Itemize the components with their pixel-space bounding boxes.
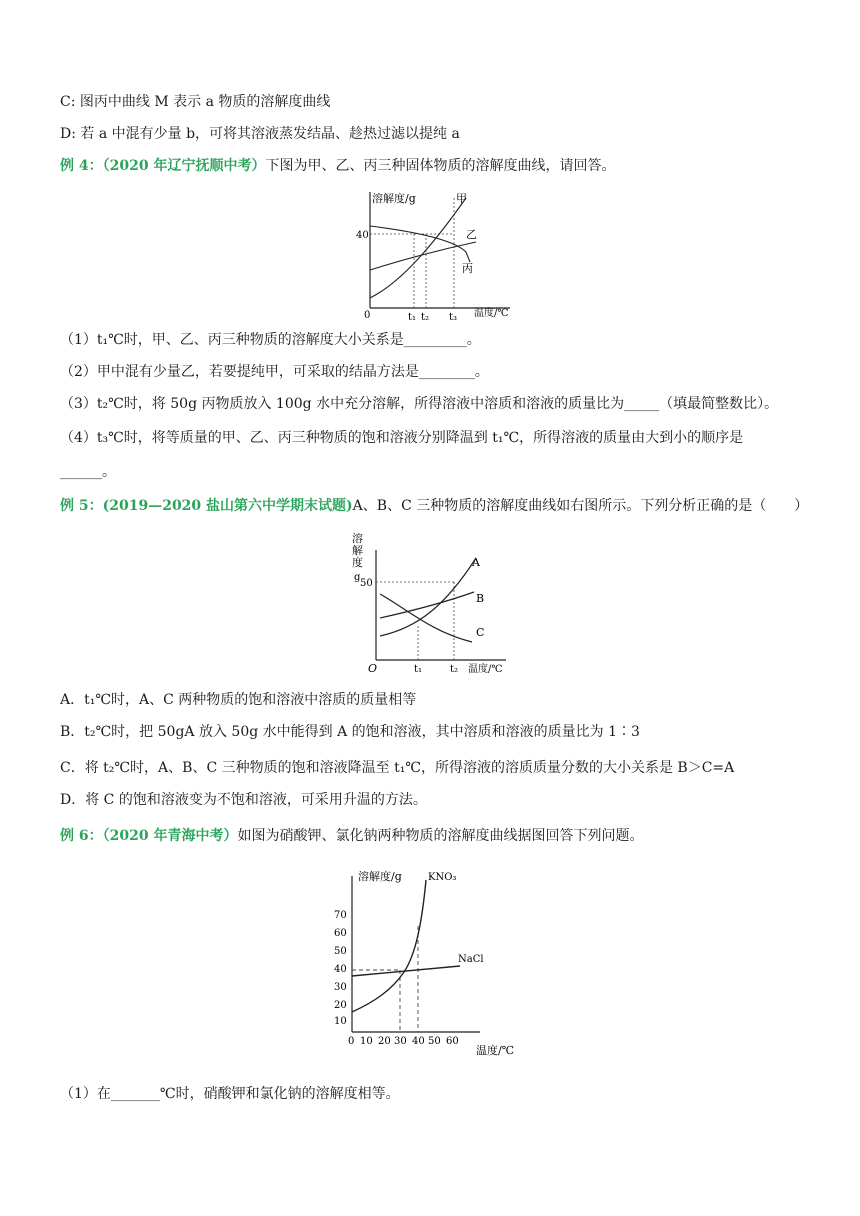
fig3-xtick-40: 40 bbox=[412, 1036, 425, 1047]
fig3-ytick-60: 60 bbox=[334, 928, 347, 939]
ex4-question-2: （2）甲中混有少量乙，若要提纯甲，可采取的结晶方法是________。 bbox=[60, 364, 489, 380]
example-6-text: 如图为硝酸钾、氯化钠两种物质的溶解度曲线据图回答下列问题。 bbox=[237, 828, 644, 844]
fig1-t2-label: t₂ bbox=[421, 312, 430, 323]
fig3-xtick-20: 20 bbox=[378, 1036, 391, 1047]
example-5-text: A、B、C 三种物质的溶解度曲线如右图所示。下列分析正确的是（ ） bbox=[352, 498, 809, 514]
ex5-option-d: D．将 C 的饱和溶液变为不饱和溶液，可采用升温的方法。 bbox=[60, 792, 427, 808]
fig2-ylabel-4: g bbox=[354, 572, 361, 583]
fig3-kno3-label: KNO₃ bbox=[428, 872, 457, 883]
ex4-question-4: （4）t₃℃时，将等质量的甲、乙、丙三种物质的饱和溶液分别降温到 t₁℃，所得溶液的质量由大到小的顺序是 bbox=[60, 430, 744, 446]
fig1-t1-label: t₁ bbox=[408, 312, 417, 323]
fig3-curve-kno3 bbox=[352, 880, 426, 1012]
fig1-ylabel: 溶解度/g bbox=[372, 192, 416, 205]
fig3-xtick-60: 60 bbox=[446, 1036, 459, 1047]
fig2-t1-label: t₁ bbox=[414, 664, 423, 675]
fig3-ytick-50: 50 bbox=[334, 946, 347, 957]
fig1-jia-label: 甲 bbox=[456, 192, 467, 205]
ex4-question-4-blank: ______。 bbox=[60, 464, 116, 480]
example-6-heading bbox=[60, 826, 643, 846]
ex6-question-1: （1）在_______℃时，硝酸钾和氯化钠的溶解度相等。 bbox=[60, 1086, 400, 1102]
fig2-origin: O bbox=[368, 662, 378, 675]
ex5-option-b: B．t₂℃时，把 50gA 放入 50g 水中能得到 A 的饱和溶液，其中溶质和溶液的质量比为 1∶3 bbox=[60, 724, 640, 740]
fig2-a-label: A bbox=[472, 556, 480, 569]
fig3-xtick-0: 0 bbox=[348, 1036, 355, 1047]
fig2-ylabel-3: 度 bbox=[352, 556, 363, 569]
fig1-y40-label: 40 bbox=[356, 230, 369, 241]
fig2-ylabel-2: 解 bbox=[352, 544, 363, 557]
example-4-heading bbox=[60, 156, 615, 176]
fig3-ytick-10: 10 bbox=[334, 1016, 347, 1027]
example-5-tag: 例 5：(2019—2020 盐山第六中学期末试题) bbox=[60, 498, 353, 514]
fig2-t2-label: t₂ bbox=[450, 664, 459, 675]
fig1-t3-label: t₃ bbox=[449, 312, 458, 323]
option-d-text: D: 若 a 中混有少量 b，可将其溶液蒸发结晶、趁热过滤以提纯 a bbox=[60, 126, 460, 142]
fig3-ytick-30: 30 bbox=[334, 982, 347, 993]
fig2-y50-label: 50 bbox=[360, 578, 373, 589]
fig1-curve-yi bbox=[370, 242, 476, 270]
figure-solubility-kno3-nacl bbox=[330, 862, 530, 1058]
fig1-origin: 0 bbox=[364, 310, 371, 321]
fig1-xlabel: 温度/℃ bbox=[474, 308, 509, 319]
fig3-ytick-20: 20 bbox=[334, 1000, 347, 1011]
fig3-ytick-40: 40 bbox=[334, 964, 347, 975]
example-6-tag: 例 6：（2020 年青海中考） bbox=[60, 828, 238, 844]
fig1-bing-label: 丙 bbox=[462, 262, 473, 275]
fig1-yi-label: 乙 bbox=[466, 228, 477, 241]
fig3-xtick-50: 50 bbox=[428, 1036, 441, 1047]
fig2-curve-c bbox=[380, 594, 472, 642]
figure-solubility-jia-yi-bing bbox=[358, 188, 518, 322]
fig2-ylabel-1: 溶 bbox=[352, 532, 363, 545]
fig3-xtick-30: 30 bbox=[394, 1036, 407, 1047]
example-4-tag: 例 4：（2020 年辽宁抚顺中考） bbox=[60, 158, 266, 174]
fig3-nacl-label: NaCl bbox=[458, 954, 484, 965]
fig3-xlabel: 温度/℃ bbox=[476, 1044, 515, 1057]
ex5-option-a: A．t₁℃时，A、C 两种物质的饱和溶液中溶质的质量相等 bbox=[60, 692, 417, 708]
ex5-option-c: C．将 t₂℃时，A、B、C 三种物质的饱和溶液降温至 t₁℃，所得溶液的溶质质量分数的大小关系是 B＞C=A bbox=[60, 760, 735, 776]
fig3-ytick-70: 70 bbox=[334, 910, 347, 921]
fig2-b-label: B bbox=[476, 592, 485, 605]
option-c-text: C: 图丙中曲线 M 表示 a 物质的溶解度曲线 bbox=[60, 94, 331, 110]
fig2-c-label: C bbox=[476, 626, 485, 639]
figure-solubility-a-b-c bbox=[336, 528, 512, 676]
fig3-xtick-10: 10 bbox=[360, 1036, 373, 1047]
fig2-xlabel: 温度/℃ bbox=[468, 664, 503, 675]
ex4-question-1: （1）t₁℃时，甲、乙、丙三种物质的溶解度大小关系是_________。 bbox=[60, 332, 481, 348]
example-5-heading bbox=[60, 496, 808, 516]
example-4-text: 下图为甲、乙、丙三种固体物质的溶解度曲线，请回答。 bbox=[265, 158, 616, 174]
fig3-ylabel: 溶解度/g bbox=[358, 870, 402, 883]
ex4-question-3: （3）t₂℃时，将 50g 丙物质放入 100g 水中充分溶解，所得溶液中溶质和溶液的质量比为_____（填最简整数比）。 bbox=[60, 396, 779, 412]
